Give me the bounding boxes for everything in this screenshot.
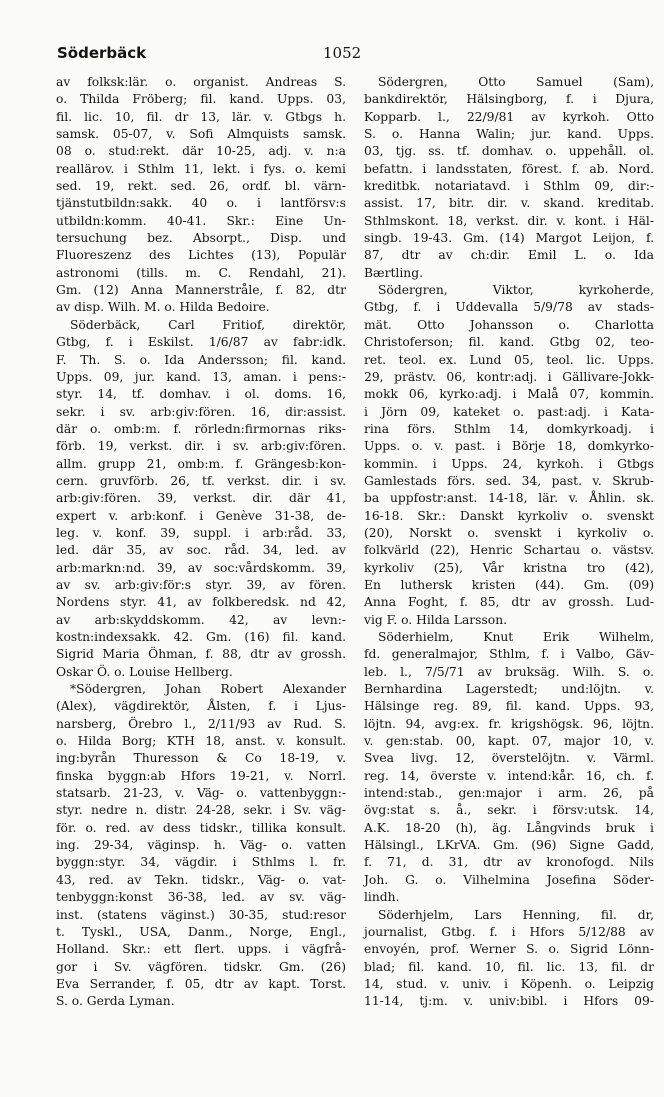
text-line: tersuchung bez. Absorpt., Disp. und xyxy=(56,231,346,246)
text-line: o. Hilda Borg; KTH 18, anst. v. konsult. xyxy=(56,734,346,749)
text-line: arb:markn:nd. 39, av soc:vårdskomm. 39, xyxy=(56,560,346,575)
text-line: av sv. arb:giv:för:s styr. 39, av fören. xyxy=(56,577,346,592)
text-line: Anna Foght, f. 85, dtr av grossh. Lud- xyxy=(364,595,654,610)
text-line: kreditbk. notariatavd. i Sthlm 09, dir:- xyxy=(364,179,654,194)
text-line: 87, dtr av ch:dir. Emil L. o. Ida xyxy=(364,248,654,263)
text-line: assist. 17, bitr. dir. v. skand. kreditab. xyxy=(364,196,654,211)
text-line: cern. gruvförb. 26, tf. verkst. dir. i sv. xyxy=(56,473,346,488)
text-line: utbildn:komm. 40-41. Skr.: Eine Un- xyxy=(56,213,346,228)
text-line: Söderhjelm, Lars Henning, fil. dr, xyxy=(378,907,654,922)
text-line: för. o. red. av dess tidskr., tillika konsult. xyxy=(56,820,346,835)
text-line: där o. omb:m. f. rörledn:firmornas riks- xyxy=(56,421,346,436)
text-line: Hälsinge reg. 89, fil. kand. Upps. 93, xyxy=(364,699,654,714)
text-line: narsberg, Örebro l., 2/11/93 av Rud. S. xyxy=(56,716,346,731)
text-line: folkvärld (22), Henric Schartau o. västsv. xyxy=(364,543,654,558)
text-line: allm. grupp 21, omb:m. f. Grängesb:kon- xyxy=(56,456,346,471)
text-line: blad; fil. kand. 10, fil. lic. 13, fil. dr xyxy=(364,959,654,974)
text-line: ba uppfostr:anst. 14-18, lär. v. Åhlin. sk. xyxy=(364,491,654,506)
text-line: reg. 14, överste v. intend:kår. 16, ch. f. xyxy=(364,768,654,783)
text-line: Christoferson; fil. kand. Gtbg 02, teo- xyxy=(364,335,654,350)
text-line: mokk 06, kyrko:adj. i Malå 07, kommin. xyxy=(364,387,654,402)
text-line: kostn:indexsakk. 42. Gm. (16) fil. kand. xyxy=(56,630,346,644)
text-line: av arb:skyddskomm. 42, av levn:- xyxy=(56,612,346,627)
text-line: leb. l., 7/5/71 av bruksäg. Wilh. S. o. xyxy=(364,664,654,679)
text-line: byggn:styr. 34, vägdir. i Sthlms l. fr. xyxy=(56,855,346,870)
text-line: sekr. i sv. arb:giv:fören. 16, dir:assist. xyxy=(56,404,346,419)
text-line: bankdirektör, Hälsingborg, f. i Djura, xyxy=(364,92,654,107)
text-line: Södergren, Viktor, kyrkoherde, xyxy=(378,283,654,298)
text-line: F. Th. S. o. Ida Andersson; fil. kand. xyxy=(56,352,346,367)
text-line: intend:stab., gen:major i arm. 26, på xyxy=(364,786,654,801)
text-line: Kopparb. l., 22/9/81 av kyrkoh. Otto xyxy=(364,109,654,124)
text-line: t. Tyskl., USA, Danm., Norge, Engl., xyxy=(56,924,346,939)
text-line: gor i Sv. vägfören. tidskr. Gm. (26) xyxy=(56,959,346,974)
text-line: statsarb. 21-23, v. Väg- o. vattenbyggn:- xyxy=(56,786,346,801)
text-line: S. o. Hanna Walin; jur. kand. Upps. xyxy=(364,127,654,142)
text-line: Söderbäck, Carl Fritiof, direktör, xyxy=(70,317,346,332)
text-line: mät. Otto Johansson o. Charlotta xyxy=(364,317,654,332)
text-line: rina förs. Sthlm 14, domkyrkoadj. i xyxy=(364,421,654,436)
text-line: av folksk:lär. o. organist. Andreas S. xyxy=(56,75,346,89)
text-line: Upps. 09, jur. kand. 13, aman. i pens:- xyxy=(56,369,346,384)
text-line: expert v. arb:konf. i Genève 31-38, de- xyxy=(56,508,346,523)
text-line: journalist, Gtbg. f. i Hfors 5/12/88 av xyxy=(364,924,654,939)
text-line: Bernhardina Lagerstedt; und:löjtn. v. xyxy=(364,682,654,697)
text-line: reallärov. i Sthlm 11, lekt. i fys. o. kemi xyxy=(56,161,346,176)
text-line: (Alex), vägdirektör, Ålsten, f. i Ljus- xyxy=(56,699,346,714)
text-line: fil. lic. 10, fil. dr 13, lär. v. Gtbgs h. xyxy=(56,109,346,124)
page-number: 1052 xyxy=(323,44,362,62)
text-line: fd. generalmajor, Sthlm, f. i Valbo, Gäv- xyxy=(364,647,654,662)
text-line: löjtn. 94, avg:ex. fr. krigshögsk. 96, löjtn. xyxy=(364,716,654,731)
text-line: styr. 14, tf. domhav. i ol. doms. 16, xyxy=(56,387,346,402)
text-line: tjänstutbildn:sakk. 40 o. i lantförsv:s xyxy=(56,196,346,211)
text-line: i Jörn 09, kateket o. past:adj. i Kata- xyxy=(364,404,654,419)
text-line: kyrkoliv (25), Vår kristna tro (42), xyxy=(364,560,654,575)
text-line: Holland. Skr.: ett flert. upps. i vägfrå- xyxy=(56,942,346,957)
text-line: Svea livg. 12, överstelöjtn. v. Värml. xyxy=(364,751,654,766)
text-line: 29, prästv. 06, kontr:adj. i Gällivare-Jokk- xyxy=(364,369,654,384)
text-line: 14, stud. v. univ. i Köpenh. o. Leipzig xyxy=(364,976,654,991)
text-line: övg:stat s. å., sekr. i försv:utsk. 14, xyxy=(364,803,654,818)
text-line: Sthlmskont. 18, verkst. dir. v. kont. i Häl- xyxy=(364,213,654,228)
text-line: Södergren, Otto Samuel (Sam), xyxy=(378,75,654,89)
text-line: 11-14, tj:m. v. univ:bibl. i Hfors 09- xyxy=(364,994,654,1009)
text-line: Joh. G. o. Vilhelmina Josefina Söder- xyxy=(364,872,654,887)
text-line: S. o. Gerda Lyman. xyxy=(56,994,175,1009)
text-line: ing. 29-34, väginsp. h. Väg- o. vatten xyxy=(56,838,346,853)
text-line: 43, red. av Tekn. tidskr., Väg- o. vat- xyxy=(56,872,346,887)
text-line: *Södergren, Johan Robert Alexander xyxy=(70,682,346,697)
text-line: Hälsingl., LKrVA. Gm. (96) Signe Gadd, xyxy=(364,838,654,853)
text-line: En luthersk kristen (44). Gm. (09) xyxy=(364,577,654,592)
text-line: vig F. o. Hilda Larsson. xyxy=(364,612,508,627)
text-line: arb:giv:fören. 39, verkst. dir. där 41, xyxy=(56,491,346,506)
text-line: finska byggn:ab Hfors 19-21, v. Norrl. xyxy=(56,768,346,783)
text-line: tenbyggn:konst 36-38, led. av sv. väg- xyxy=(56,890,346,905)
text-line: 16-18. Skr.: Danskt kyrkoliv o. svenskt xyxy=(364,508,654,523)
text-line: led. där 35, av soc. råd. 34, led. av xyxy=(56,543,346,558)
text-line: 08 o. stud:rekt. där 10-25, adj. v. n:a xyxy=(56,144,346,159)
text-line: Gtbg, f. i Eskilst. 1/6/87 av fabr:idk. xyxy=(56,335,346,350)
text-line: styr. nedre n. distr. 24-28, sekr. i Sv. väg- xyxy=(56,803,346,818)
text-line: Söderhielm, Knut Erik Wilhelm, xyxy=(378,630,654,644)
text-line: befattn. i landsstaten, förest. f. ab. Nord. xyxy=(364,161,654,176)
text-line: leg. v. konf. 39, suppl. i arb:råd. 33, xyxy=(56,525,346,540)
text-line: Gtbg, f. i Uddevalla 5/9/78 av stads- xyxy=(364,300,654,315)
text-line: av disp. Wilh. M. o. Hilda Bedoire. xyxy=(56,300,270,315)
text-line: astronomi (tills. m. C. Rendahl, 21). xyxy=(56,265,346,280)
text-line: kommin. i Upps. 24, kyrkoh. i Gtbgs xyxy=(364,456,654,471)
text-line: lindh. xyxy=(364,890,400,905)
text-line: 03, tjg. ss. tf. domhav. o. uppehåll. ol. xyxy=(364,144,654,159)
left-column xyxy=(56,74,346,1011)
text-line: ret. teol. ex. Lund 05, teol. lic. Upps. xyxy=(364,352,654,367)
text-line: samsk. 05-07, v. Sofi Almquists samsk. xyxy=(56,127,346,142)
text-line: förb. 19, verkst. dir. i sv. arb:giv:fören. xyxy=(56,439,346,454)
running-head: Söderbäck xyxy=(57,44,147,62)
text-line: singb. 19-43. Gm. (14) Margot Leijon, f. xyxy=(364,231,654,246)
text-line: inst. (statens väginst.) 30-35, stud:resor xyxy=(56,907,346,922)
text-line: v. gen:stab. 00, kapt. 07, major 10, v. xyxy=(364,734,654,749)
text-line: (20), Norskt o. svenskt i kyrkoliv o. xyxy=(364,525,654,540)
text-line: A.K. 18-20 (h), äg. Långvinds bruk i xyxy=(364,820,654,835)
text-line: Fluoreszenz des Lichtes (13), Populär xyxy=(56,248,346,263)
text-line: ing:byrån Thuresson & Co 18-19, v. xyxy=(56,751,346,766)
text-line: Sigrid Maria Öhman, f. 88, dtr av grossh. xyxy=(56,647,346,662)
text-line: o. Thilda Fröberg; fil. kand. Upps. 03, xyxy=(56,92,346,107)
text-line: Gm. (12) Anna Mannerstråle, f. 82, dtr xyxy=(56,283,346,298)
text-line: envoyén, prof. Werner S. o. Sigrid Lönn- xyxy=(364,942,654,957)
text-line: Nordens styr. 41, av folkberedsk. nd 42, xyxy=(56,595,346,610)
text-line: sed. 19, rekt. sed. 26, ordf. bl. värn- xyxy=(56,179,346,194)
text-line: Oskar Ö. o. Louise Hellberg. xyxy=(56,664,233,679)
text-line: Upps. o. v. past. i Börje 18, domkyrko- xyxy=(364,439,654,454)
text-line: Bærtling. xyxy=(364,265,423,280)
right-column xyxy=(364,74,654,1011)
text-line: Eva Serrander, f. 05, dtr av kapt. Torst. xyxy=(56,976,346,991)
text-line: Gamlestads förs. sed. 34, past. v. Skrub- xyxy=(364,473,654,488)
text-line: f. 71, d. 31, dtr av kronofogd. Nils xyxy=(364,855,654,870)
